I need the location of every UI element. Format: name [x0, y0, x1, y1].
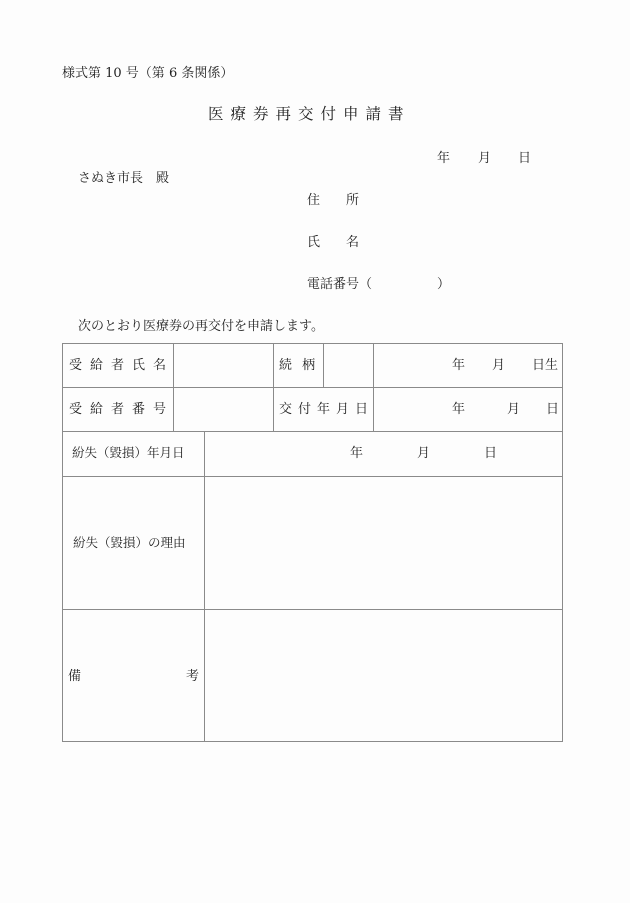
issue-day-label: 日	[546, 402, 560, 417]
recipient-name-label: 受給者氏名	[69, 358, 175, 373]
recipient-number-field[interactable]	[175, 389, 271, 429]
date-year-label: 年	[437, 151, 451, 166]
table-border-top	[62, 343, 563, 344]
row-divider-3	[62, 476, 563, 477]
document-title: 医療券再交付申請書	[208, 105, 411, 123]
remarks-label-left: 備	[68, 669, 82, 684]
application-form-table	[62, 343, 563, 742]
col-divider-3	[323, 343, 324, 387]
col-divider-1	[173, 343, 174, 431]
loss-year-label: 年	[350, 446, 364, 461]
issue-month-label: 月	[507, 402, 521, 417]
birth-year-label: 年	[452, 358, 466, 373]
birth-day-label: 日生	[532, 358, 559, 373]
relationship-field[interactable]	[325, 345, 371, 385]
table-border-right	[562, 343, 563, 742]
recipient-name-field[interactable]	[175, 345, 271, 385]
relationship-label: 続 柄	[279, 358, 319, 373]
col-divider-2	[273, 343, 274, 431]
col-divider-4	[373, 343, 374, 431]
birth-month-label: 月	[492, 358, 506, 373]
addressee: さぬき市長 殿	[78, 171, 170, 186]
intro-text: 次のとおり医療券の再交付を申請します。	[78, 319, 324, 334]
date-day-label: 日	[518, 151, 532, 166]
applicant-address-label: 住 所	[307, 193, 360, 208]
row-divider-2	[62, 431, 563, 432]
loss-reason-label: 紛失（毀損）の理由	[73, 535, 186, 550]
date-month-label: 月	[478, 151, 492, 166]
loss-date-label: 紛失（毀損）年月日	[72, 445, 185, 460]
issue-date-label: 交付年月日	[279, 402, 375, 417]
row-divider-4	[62, 609, 563, 610]
form-number: 様式第 10 号（第 6 条関係）	[62, 66, 234, 81]
issue-year-label: 年	[452, 402, 466, 417]
remarks-field[interactable]	[207, 611, 560, 739]
loss-reason-field[interactable]	[207, 478, 560, 607]
table-border-bottom	[62, 741, 563, 742]
applicant-phone-label: 電話番号（ ）	[307, 277, 451, 292]
table-border-left	[62, 343, 63, 742]
loss-day-label: 日	[484, 446, 498, 461]
loss-month-label: 月	[417, 446, 431, 461]
row-divider-1	[62, 387, 563, 388]
col-divider-lower	[204, 431, 205, 741]
applicant-name-label: 氏 名	[307, 235, 360, 250]
recipient-number-label: 受給者番号	[69, 402, 175, 417]
remarks-label-right: 考	[186, 669, 200, 684]
